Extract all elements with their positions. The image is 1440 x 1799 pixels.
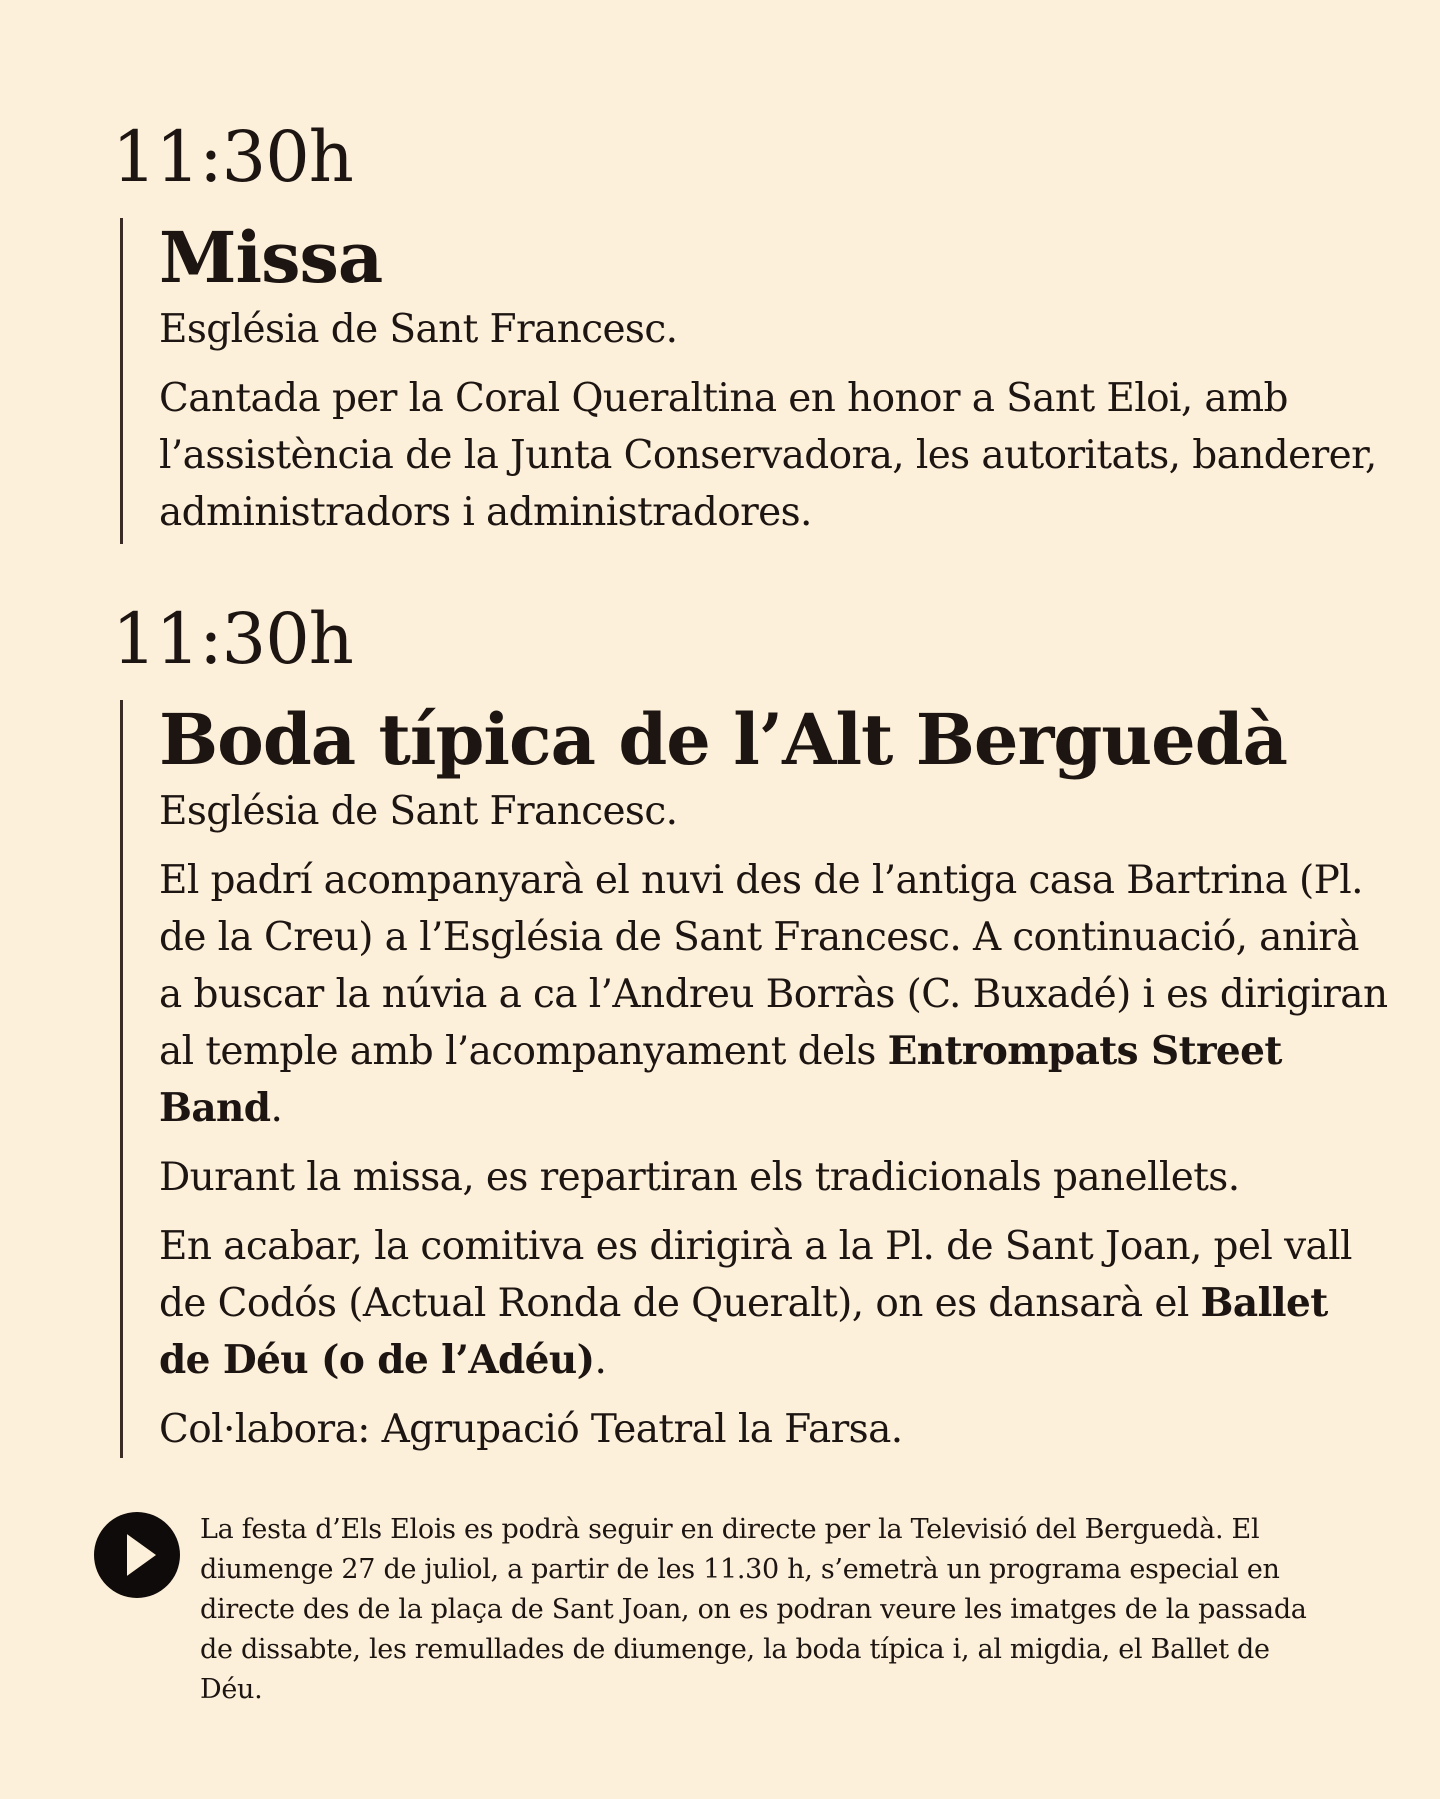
- event-description: Cantada per la Coral Queraltina en honor a Sant Eloi, amb l’assistència de la Junta Conservadora, les autoritats, banderer, administradors i administradores.: [159, 375, 1377, 535]
- event-boda: [120, 700, 1389, 1458]
- event-credits: Col·labora: Agrupació Teatral la Farsa.: [159, 1406, 903, 1452]
- event-title: Missa: [159, 216, 383, 299]
- broadcast-note: [94, 1510, 1354, 1710]
- event-venue: Església de Sant Francesc.: [159, 788, 678, 834]
- event-description: El padrí acompanyarà el nuvi des de l’antiga casa Bartrina (Pl. de la Creu) a l’Església de Sant Francesc. A continuació, anirà a buscar la núvia a ca l’Andreu Borràs (C. Buxadé) i es dirigiran al temple amb l’acompanyament dels Entrompats Street Band.: [159, 857, 1388, 1131]
- event-description: En acabar, la comitiva es dirigirà a la Pl. de Sant Joan, pel vall de Codós (Actual Ronda de Queralt), on es dansarà el Ballet de Déu (o de l’Adéu).: [159, 1223, 1352, 1383]
- event-missa: [120, 218, 1389, 544]
- broadcast-text: La festa d’Els Elois es podrà seguir en directe per la Televisió del Berguedà. El diumenge 27 de juliol, a partir de les 11.30 h, s’emetrà un programa especial en directe des de la plaça de Sant Joan, on es podran veure les imatges de la passada de dissabte, les remullades de diumenge, la boda típica i, al migdia, el Ballet de Déu.: [200, 1514, 1307, 1705]
- event-time: 11:30h: [112, 598, 353, 680]
- play-icon: [94, 1512, 180, 1598]
- event-title: Boda típica de l’Alt Berguedà: [159, 698, 1288, 781]
- event-time: 11:30h: [112, 116, 353, 198]
- event-venue: Església de Sant Francesc.: [159, 306, 678, 352]
- ballet-name: Ballet de Déu (o de l’Adéu): [159, 1279, 1328, 1383]
- event-description: Durant la missa, es repartiran els tradicionals panellets.: [159, 1154, 1240, 1200]
- band-name: Entrompats Street Band: [159, 1027, 1282, 1131]
